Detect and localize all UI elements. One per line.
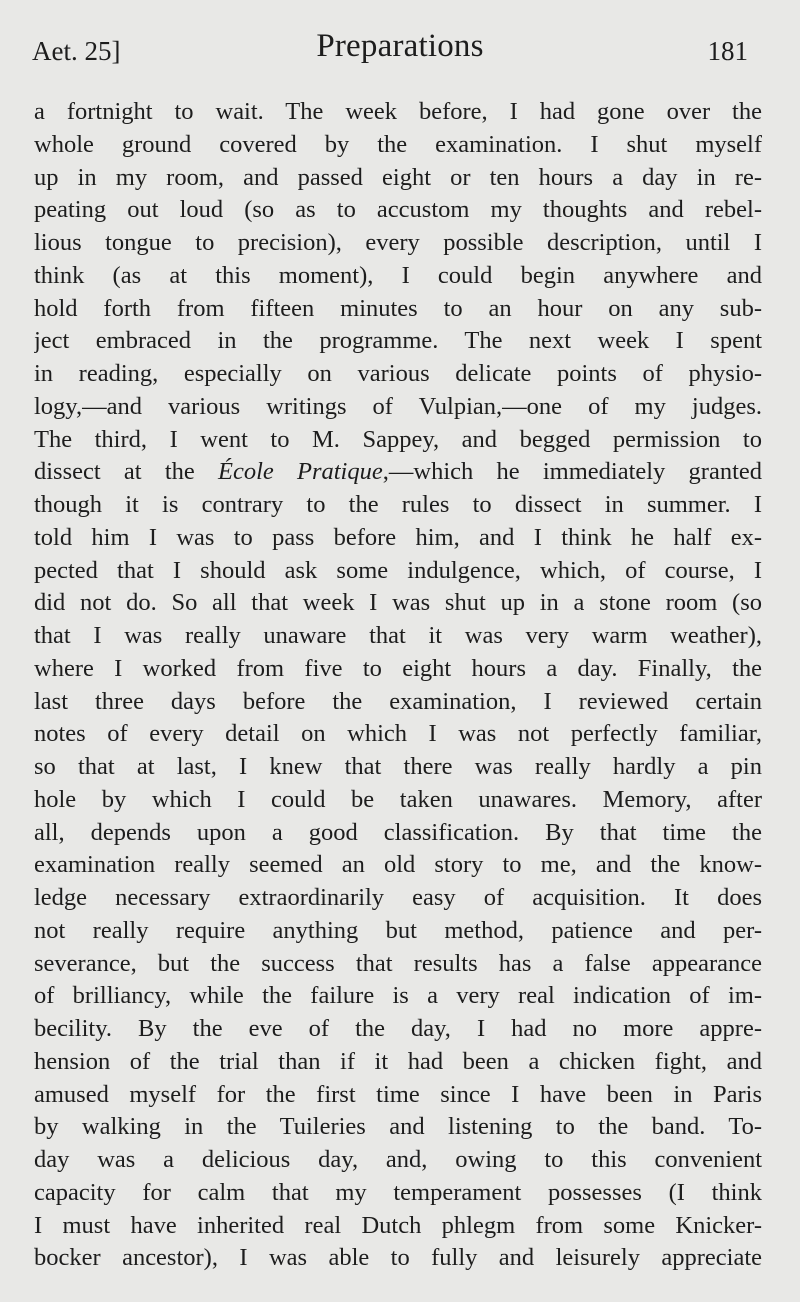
text-line: not really require anything but method, patience and per- — [34, 916, 762, 944]
text-line: amused myself for the first time since I have been in Paris — [34, 1080, 762, 1108]
text-segment: dissect at the — [34, 458, 218, 486]
text-line: becility. By the eve of the day, I had no more appre- — [34, 1015, 762, 1042]
text-line: ject embraced in the programme. The next week I spent — [34, 327, 762, 355]
text-line: peating out loud (so as to accustom my thoughts and rebel- — [34, 196, 762, 224]
text-line: hension of the trial than if it had been a chicken fight, and — [34, 1047, 762, 1075]
text-line: hole by which I could be taken unawares. Memory, after — [34, 785, 762, 813]
text-line: of brilliancy, while the failure is a very real indication of im- — [34, 982, 762, 1010]
text-line — [34, 456, 762, 489]
text-line: The third, I went to M. Sappey, and begged permission to — [34, 425, 762, 453]
text-line: hold forth from fifteen minutes to an hour on any sub- — [34, 294, 762, 322]
italic-term: École Pratique — [218, 458, 383, 486]
text-line: notes of every detail on which I was not perfectly familiar, — [34, 720, 762, 748]
text-line: whole ground covered by the examination. I shut myself — [34, 130, 762, 158]
text-line: all, depends upon a good classification. By that time the — [34, 818, 762, 846]
text-line: that I was really unaware that it was very warm weather), — [34, 622, 762, 649]
text-line: ledge necessary extraordinarily easy of acquisition. It does — [34, 884, 762, 911]
body-text — [34, 96, 762, 1275]
text-line: a fortnight to wait. The week before, I had gone over the — [34, 98, 762, 125]
text-line: though it is contrary to the rules to dissect in summer. I — [34, 491, 762, 518]
running-head-title: Preparations — [316, 28, 484, 64]
running-head-age: Aet. 25] — [32, 36, 121, 66]
text-line: pected that I should ask some indulgence, which, of course, I — [34, 556, 762, 584]
text-line: I must have inherited real Dutch phlegm from some Knicker- — [34, 1211, 762, 1239]
text-line: up in my room, and passed eight or ten hours a day in re- — [34, 163, 762, 191]
text-line: where I worked from five to eight hours a day. Finally, the — [34, 654, 762, 682]
text-line: severance, but the success that results has a false appearance — [34, 949, 762, 977]
text-line: so that at last, I knew that there was really hardly a pin — [34, 753, 762, 780]
text-line: did not do. So all that week I was shut up in a stone room (so — [34, 589, 762, 617]
text-line: logy,—and various writings of Vulpian,—one of my judges. — [34, 392, 762, 420]
text-line: bocker ancestor), I was able to fully and leisurely appreciate — [34, 1244, 762, 1272]
text-line: capacity for calm that my temperament possesses (I think — [34, 1178, 762, 1206]
text-line: in reading, especially on various delicate points of physio- — [34, 360, 762, 387]
text-line: by walking in the Tuileries and listening to the band. To- — [34, 1113, 762, 1141]
text-line: day was a delicious day, and, owing to this convenient — [34, 1146, 762, 1173]
text-line: last three days before the examination, I reviewed certain — [34, 687, 762, 715]
page-header — [0, 28, 800, 78]
page-number: 181 — [707, 36, 748, 66]
text-line: lious tongue to precision), every possible description, until I — [34, 229, 762, 256]
text-line: told him I was to pass before him, and I think he half ex- — [34, 523, 762, 551]
text-segment: ,—which he immediately granted — [382, 458, 762, 486]
text-line: think (as at this moment), I could begin anywhere and — [34, 261, 762, 289]
text-line: examination really seemed an old story to me, and the know- — [34, 851, 762, 879]
